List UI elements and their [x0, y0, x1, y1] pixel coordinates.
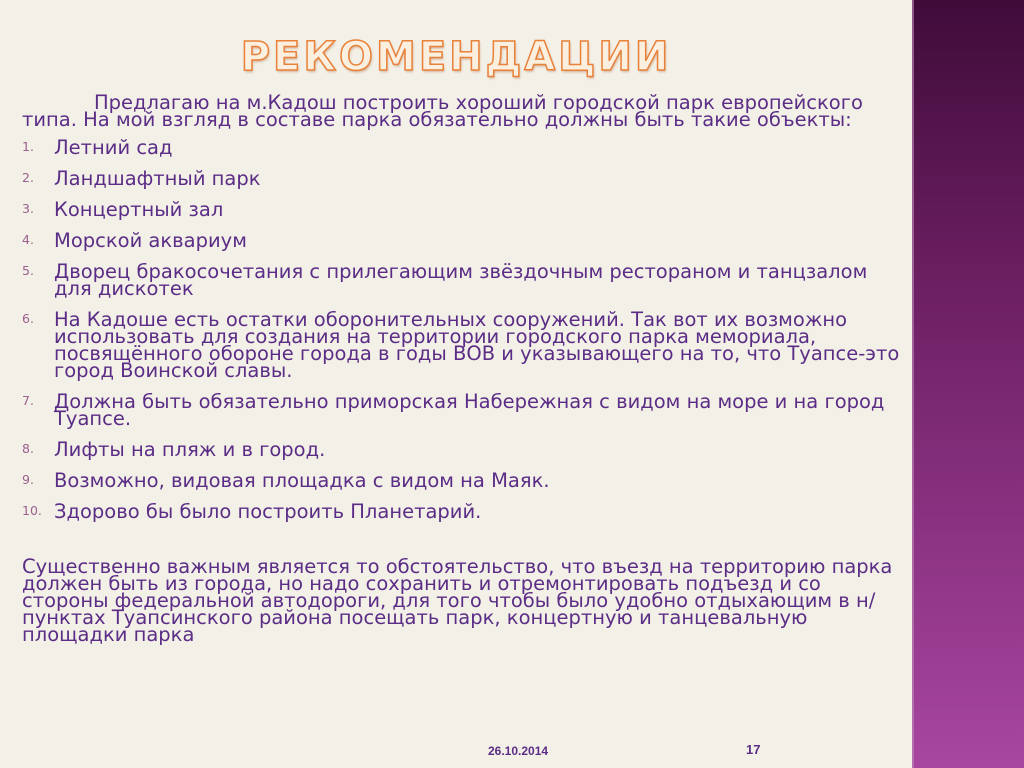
- list-item: [22, 390, 902, 430]
- list-item-number: 3.: [22, 201, 34, 216]
- decorative-side-band: [912, 0, 1024, 768]
- list-item: [22, 136, 902, 159]
- footer-date: 26.10.2014: [488, 744, 549, 758]
- list-item-number: 9.: [22, 472, 34, 487]
- slide-content: [22, 91, 902, 646]
- list-item-number: 7.: [22, 393, 34, 408]
- list-item: [22, 167, 902, 190]
- list-item-text: Морской аквариум: [54, 229, 247, 252]
- list-item-number: 8.: [22, 441, 34, 456]
- list-item: [22, 260, 902, 300]
- list-item: [22, 469, 902, 492]
- list-item-text: Здорово бы было построить Планетарий.: [54, 500, 482, 523]
- list-item: [22, 438, 902, 461]
- recommendations-list: [22, 136, 902, 523]
- list-item-text: Концертный зал: [54, 198, 224, 221]
- list-item-number: 5.: [22, 263, 34, 278]
- list-item-number: 4.: [22, 232, 34, 247]
- list-item-text: Ландшафтный парк: [54, 167, 261, 190]
- list-item-text: Возможно, видовая площадка с видом на Маяк.: [54, 469, 550, 492]
- list-item: [22, 500, 902, 523]
- list-item-text: Дворец бракосочетания с прилегающим звёздочным рестораном и танцзалом для дискотек: [54, 260, 868, 300]
- closing-paragraph: Существенно важным является то обстоятельство, что въезд на территорию парка должен быть из города, но надо сохранить и отремонтировать подъезд и со стороны федеральной автодороги, для того чтобы было удобно отдыхающим в н/пунктах Туапсинского района посещать парк, концертную и танцевальную площадки парка: [22, 555, 893, 646]
- intro-paragraph: Предлагаю на м.Кадош построить хороший городской парк европейского типа. На мой взгляд в составе парка обязательно должны быть такие объекты:: [22, 91, 863, 131]
- list-item-number: 6.: [22, 311, 34, 326]
- list-item-text: Лифты на пляж и в город.: [54, 438, 326, 461]
- list-item-number: 1.: [22, 139, 34, 154]
- list-item-text: Летний сад: [54, 136, 173, 159]
- list-item: [22, 229, 902, 252]
- list-item-text: Должна быть обязательно приморская Набережная с видом на море и на город Туапсе.: [54, 390, 885, 430]
- slide-title: РЕКОМЕНДАЦИИ: [240, 34, 672, 80]
- list-item-text: На Кадоше есть остатки оборонительных сооружений. Так вот их возможно использовать для создания на территории городского парка мемориала, посвящённого обороне города в годы ВОВ и указывающего на то, что Туапсе-это город Воинской славы.: [54, 308, 900, 382]
- list-item: [22, 198, 902, 221]
- list-item: [22, 308, 902, 382]
- list-item-number: 2.: [22, 170, 34, 185]
- list-item-number: 10.: [22, 503, 42, 518]
- footer-page-number: 17: [746, 742, 761, 757]
